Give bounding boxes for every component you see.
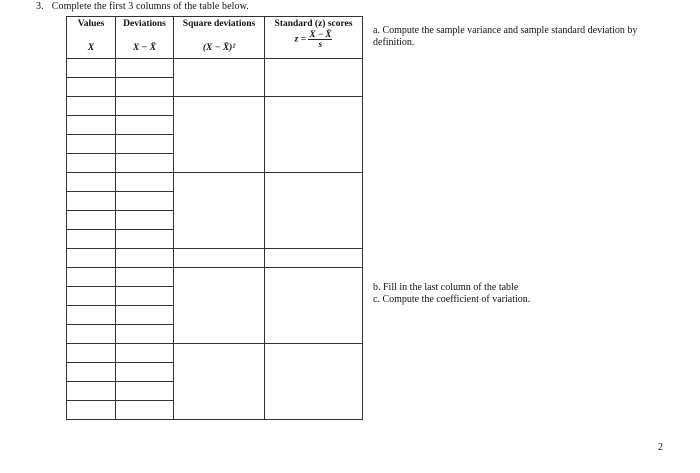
blank-cell[interactable] (67, 287, 116, 306)
blank-cell[interactable] (116, 344, 174, 363)
blank-cell[interactable] (265, 268, 363, 344)
blank-cell[interactable] (174, 344, 265, 420)
blank-cell[interactable] (67, 59, 116, 78)
blank-cell[interactable] (116, 211, 174, 230)
blank-cell[interactable] (174, 268, 265, 344)
symbol-x: X (87, 42, 95, 53)
blank-cell[interactable] (174, 173, 265, 249)
instructions-bc (373, 282, 673, 306)
header-square-deviations: Square deviations (174, 17, 265, 38)
blank-cell[interactable] (67, 249, 116, 268)
blank-cell[interactable] (67, 401, 116, 420)
blank-cell[interactable] (265, 59, 363, 97)
blank-cell[interactable] (265, 97, 363, 173)
blank-cell[interactable] (67, 116, 116, 135)
z-fraction (308, 30, 332, 49)
blank-cell[interactable] (116, 192, 174, 211)
blank-cell[interactable] (116, 401, 174, 420)
z-prefix: z = (294, 34, 307, 45)
question-title (36, 1, 249, 12)
table-row (67, 59, 363, 78)
blank-cell[interactable] (116, 382, 174, 401)
blank-cell[interactable] (67, 97, 116, 116)
blank-cell[interactable] (265, 173, 363, 249)
blank-cell[interactable] (116, 268, 174, 287)
blank-cell[interactable] (67, 192, 116, 211)
blank-cell[interactable] (174, 97, 265, 173)
blank-cell[interactable] (174, 59, 265, 97)
blank-cell[interactable] (116, 59, 174, 78)
blank-cell[interactable] (116, 249, 174, 268)
header-values: Values (67, 17, 116, 38)
z-numerator: X − X̄ (309, 28, 332, 39)
instruction-c: c. Compute the coefficient of variation. (373, 294, 531, 305)
table-symbol-row (67, 38, 363, 59)
table-row (67, 173, 363, 192)
blank-cell[interactable] (67, 173, 116, 192)
header-z-scores: Standard (z) scores (265, 17, 363, 38)
blank-cell[interactable] (67, 344, 116, 363)
blank-cell[interactable] (116, 78, 174, 97)
blank-cell[interactable] (67, 325, 116, 344)
blank-cell[interactable] (116, 173, 174, 192)
blank-cell[interactable] (67, 363, 116, 382)
table-row (67, 268, 363, 287)
blank-cell[interactable] (67, 154, 116, 173)
blank-cell[interactable] (116, 116, 174, 135)
blank-cell[interactable] (67, 211, 116, 230)
blank-cell[interactable] (116, 154, 174, 173)
symbol-square-deviation: (X − X̄)² (202, 42, 236, 53)
blank-cell[interactable] (116, 306, 174, 325)
question-number: 3. (36, 1, 44, 12)
blank-cell[interactable] (116, 287, 174, 306)
blank-cell[interactable] (116, 97, 174, 116)
worksheet-table (66, 16, 363, 420)
symbol-deviation: X − X̄ (132, 42, 157, 53)
blank-cell[interactable] (116, 363, 174, 382)
blank-cell[interactable] (116, 325, 174, 344)
blank-cell[interactable] (265, 344, 363, 420)
blank-cell[interactable] (67, 268, 116, 287)
blank-cell[interactable] (67, 135, 116, 154)
blank-cell[interactable] (174, 249, 265, 268)
header-deviations: Deviations (116, 17, 174, 38)
table-row (67, 97, 363, 116)
blank-cell[interactable] (265, 249, 363, 268)
blank-cell[interactable] (67, 78, 116, 97)
blank-cell[interactable] (67, 306, 116, 325)
table-row (67, 344, 363, 363)
page-number: 2 (658, 442, 663, 453)
blank-cell[interactable] (116, 230, 174, 249)
blank-cell[interactable] (116, 135, 174, 154)
symbol-z-formula (265, 28, 363, 59)
question-prompt: Complete the first 3 columns of the table below. (51, 1, 249, 12)
instruction-b: b. Fill in the last column of the table (373, 282, 519, 293)
blank-cell[interactable] (67, 230, 116, 249)
instruction-a: a. Compute the sample variance and sample standard deviation by definition. (373, 25, 638, 48)
table-row (67, 249, 363, 268)
blank-cell[interactable] (67, 382, 116, 401)
z-denominator: s (318, 38, 323, 49)
